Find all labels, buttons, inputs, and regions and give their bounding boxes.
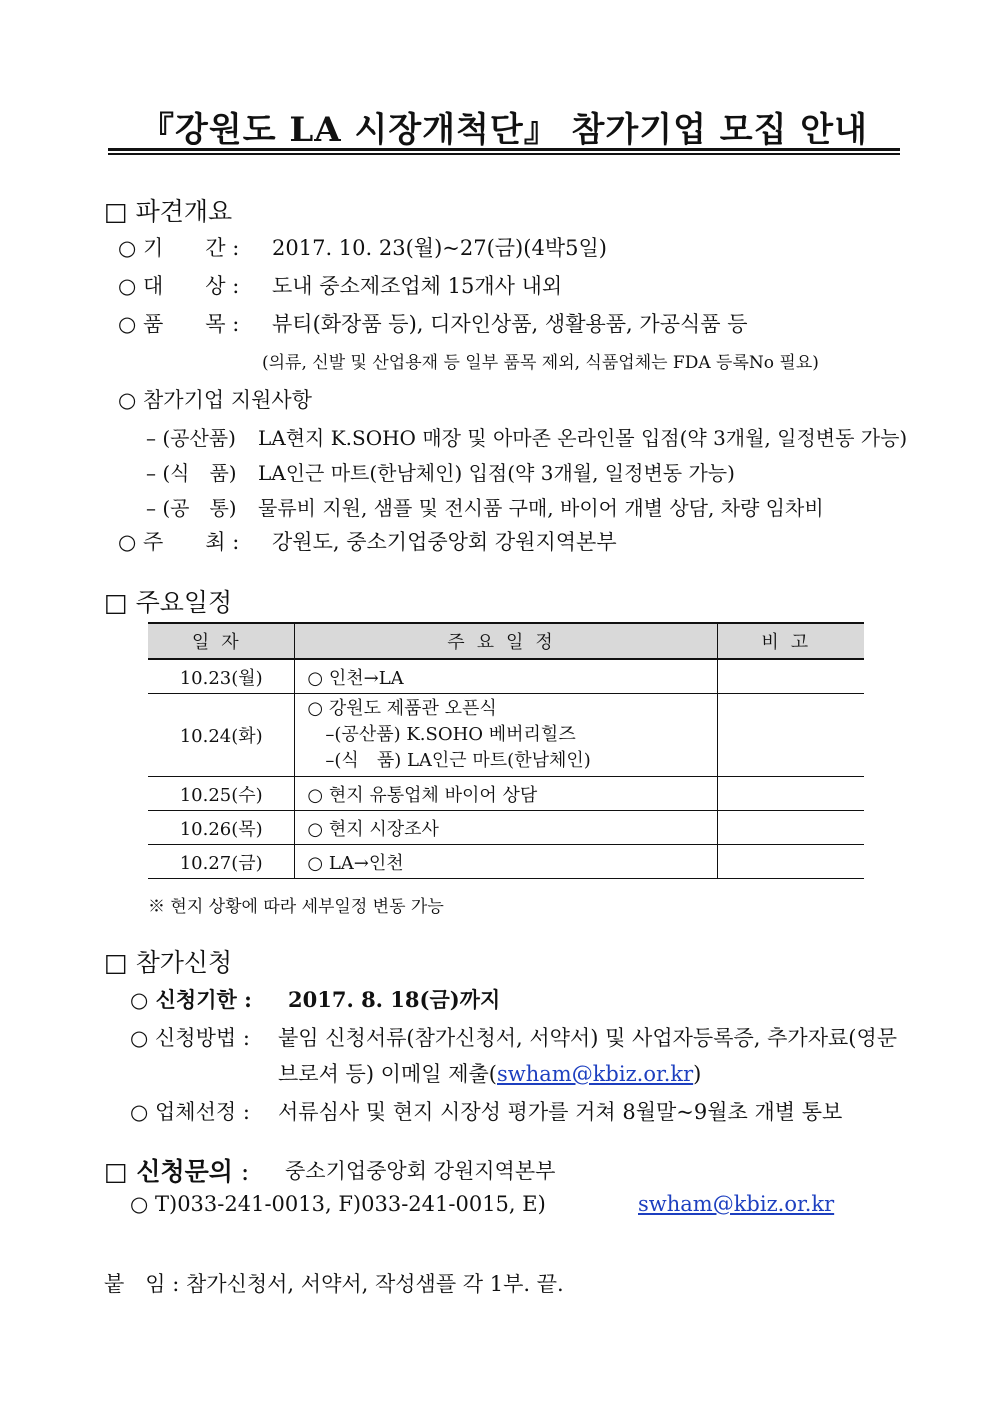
table-row [148,811,864,845]
schedule-heading: □ 주요일정 [104,588,233,617]
row-events [295,694,717,777]
row-note [717,777,864,811]
schedule-table [148,622,864,879]
deadline-label: ○ 신청기한 : [130,987,252,1012]
items-note: (의류, 신발 및 산업용재 등 일부 품목 제외, 식품업체는 FDA 등록No 필요) [262,353,819,373]
table-row [148,777,864,811]
method-value: 붙임 신청서류(참가신청서, 서약서) 및 사업자등록증, 추가자료(영문 [278,1026,898,1050]
method-label: ○ 신청방법 : [130,1026,250,1050]
support-label-2: – (식 품) [146,461,237,485]
row-event: –(식 품) LA인근 마트(한남체인) [307,750,591,771]
contact-email-wrap [638,1192,834,1216]
support-text-1: LA현지 K.SOHO 매장 및 아마존 온라인몰 입점(약 3개월, 일정변동 가능) [258,426,908,450]
support-label-3: – (공 통) [146,496,237,520]
method-cont-post: ) [693,1062,702,1086]
row-date: 10.26(목) [148,811,295,845]
table-row [148,694,864,777]
table-row [148,845,864,879]
items-label: ○ 품 목 : [118,312,240,336]
row-event: –(공산품) K.SOHO 베버리힐즈 [307,724,576,745]
title-box [108,100,900,151]
attachment-line: 붙 임 : 참가신청서, 서약서, 작성샘플 각 1부. 끝. [104,1272,564,1296]
method-email-link[interactable]: swham@kbiz.or.kr [497,1062,694,1086]
page-title: 『강원도 LA 시장개척단』 참가기업 모집 안내 [140,110,868,150]
method-continuation [278,1058,701,1088]
host-label: ○ 주 최 : [118,530,240,554]
contact-org: 중소기업중앙회 강원지역본부 [285,1159,556,1183]
row-date: 10.27(금) [148,845,295,879]
target-value: 도내 중소제조업체 15개사 내외 [272,274,563,298]
row-event: ○ 현지 시장조사 [295,811,717,845]
row-date: 10.23(월) [148,659,295,694]
row-date: 10.24(화) [148,694,295,777]
contact-heading-sep: : [232,1157,250,1186]
support-label-1: – (공산품) [146,426,236,450]
support-heading: ○ 참가기업 지원사항 [118,388,312,412]
schedule-footnote: ※ 현지 상황에 따라 세부일정 변동 가능 [148,897,444,917]
target-label: ○ 대 상 : [118,274,240,298]
support-text-2: LA인근 마트(한남체인) 입점(약 3개월, 일정변동 가능) [258,461,735,485]
contact-heading: □ 신청문의 [104,1157,233,1186]
row-note [717,845,864,879]
contact-line [130,1192,546,1216]
contact-heading-line [104,1152,249,1188]
row-note [717,659,864,694]
deadline-value: 2017. 8. 18(금)까지 [288,987,501,1012]
row-event: ○ 현지 유통업체 바이어 상담 [295,777,717,811]
period-label: ○ 기 간 : [118,236,240,260]
application-heading: □ 참가신청 [104,948,233,977]
row-date: 10.25(수) [148,777,295,811]
support-text-3: 물류비 지원, 샘플 및 전시품 구매, 바이어 개별 상담, 차량 임차비 [258,496,824,520]
row-note [717,694,864,777]
table-row [148,659,864,694]
method-cont-pre: 브로셔 등) 이메일 제출( [278,1062,497,1086]
col-note: 비고 [717,623,864,659]
row-event: ○ 인천→LA [295,659,717,694]
col-date: 일자 [148,623,295,659]
row-note [717,811,864,845]
row-event: ○ 강원도 제품관 오픈식 [307,698,497,719]
period-value: 2017. 10. 23(월)~27(금)(4박5일) [272,236,607,260]
contact-email-link[interactable]: swham@kbiz.or.kr [638,1192,835,1216]
overview-heading: □ 파견개요 [104,197,233,226]
col-events: 주요일정 [295,623,717,659]
selection-value: 서류심사 및 현지 시장성 평가를 거쳐 8월말~9월초 개별 통보 [278,1100,843,1124]
selection-label: ○ 업체선정 : [130,1100,250,1124]
host-value: 강원도, 중소기업중앙회 강원지역본부 [272,530,617,554]
schedule-header-row [148,623,864,659]
row-event: ○ LA→인천 [295,845,717,879]
items-value: 뷰티(화장품 등), 디자인상품, 생활용품, 가공식품 등 [272,312,748,336]
contact-numbers: ○ T)033-241-0013, F)033-241-0015, E) [130,1192,546,1216]
